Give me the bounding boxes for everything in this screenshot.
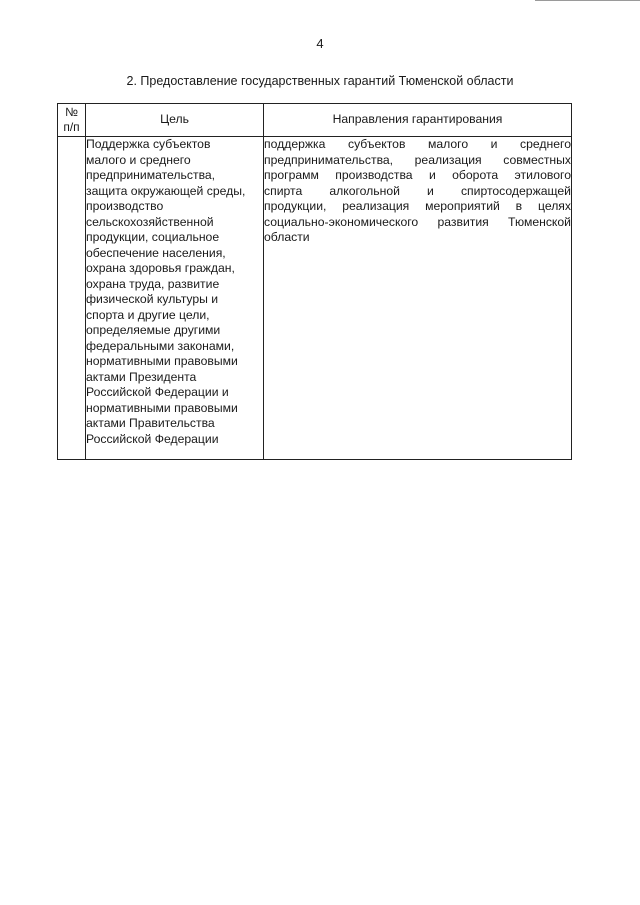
goal-line: предпринимательства,: [86, 168, 216, 182]
goal-line: обеспечение населения,: [86, 245, 226, 260]
direction-line: спирта алкогольной и спиртосодержащей: [264, 183, 571, 198]
goal-cell: [86, 137, 264, 460]
row-number-cell: [58, 137, 86, 460]
top-edge-rule: [535, 0, 640, 1]
direction-line: области: [264, 230, 310, 244]
goal-line: производство: [86, 199, 164, 213]
guarantees-table: [57, 103, 572, 460]
goal-line: сельскохозяйственной: [86, 214, 214, 229]
goal-line: спорта и другие цели,: [86, 307, 210, 322]
goal-line: определяемые другими: [86, 323, 221, 337]
direction-line: предпринимательства, реализация совместных: [264, 152, 571, 167]
goal-line: нормативными правовыми: [86, 354, 238, 368]
goal-line: продукции, социальное: [86, 230, 220, 244]
goal-line: физической культуры и: [86, 292, 219, 306]
direction-line: программ производства и оборота этилового: [264, 168, 571, 182]
header-goal: Цель: [86, 104, 264, 137]
direction-line: поддержка субъектов малого и среднего: [264, 137, 571, 151]
goal-line: малого и среднего: [86, 152, 191, 167]
goal-line: актами Правительства: [86, 416, 215, 430]
goal-line: нормативными правовыми: [86, 400, 238, 415]
header-number-line1: №: [65, 105, 78, 119]
direction-cell: [264, 137, 572, 460]
goal-line: федеральными законами,: [86, 338, 235, 353]
page-number: 4: [316, 36, 324, 51]
direction-line: социально-экономического развития Тюменской: [264, 214, 571, 229]
goal-line: охрана здоровья граждан,: [86, 261, 235, 275]
table-row: [58, 137, 572, 460]
goal-line: защита окружающей среды,: [86, 183, 246, 198]
direction-line: продукции, реализация мероприятий в целях: [264, 199, 571, 213]
goal-line: Российской Федерации: [86, 431, 219, 446]
goal-line: Российской Федерации и: [86, 385, 229, 399]
goal-line: актами Президента: [86, 369, 197, 384]
goal-line: Поддержка субъектов: [86, 137, 211, 151]
section-title: 2. Предоставление государственных гарантий Тюменской области: [126, 74, 514, 88]
header-number-line2: п/п: [63, 120, 80, 134]
header-number: [58, 104, 86, 137]
table-header-row: [58, 104, 572, 137]
header-direction: Направления гарантирования: [264, 104, 572, 137]
goal-line: охрана труда, развитие: [86, 276, 220, 291]
